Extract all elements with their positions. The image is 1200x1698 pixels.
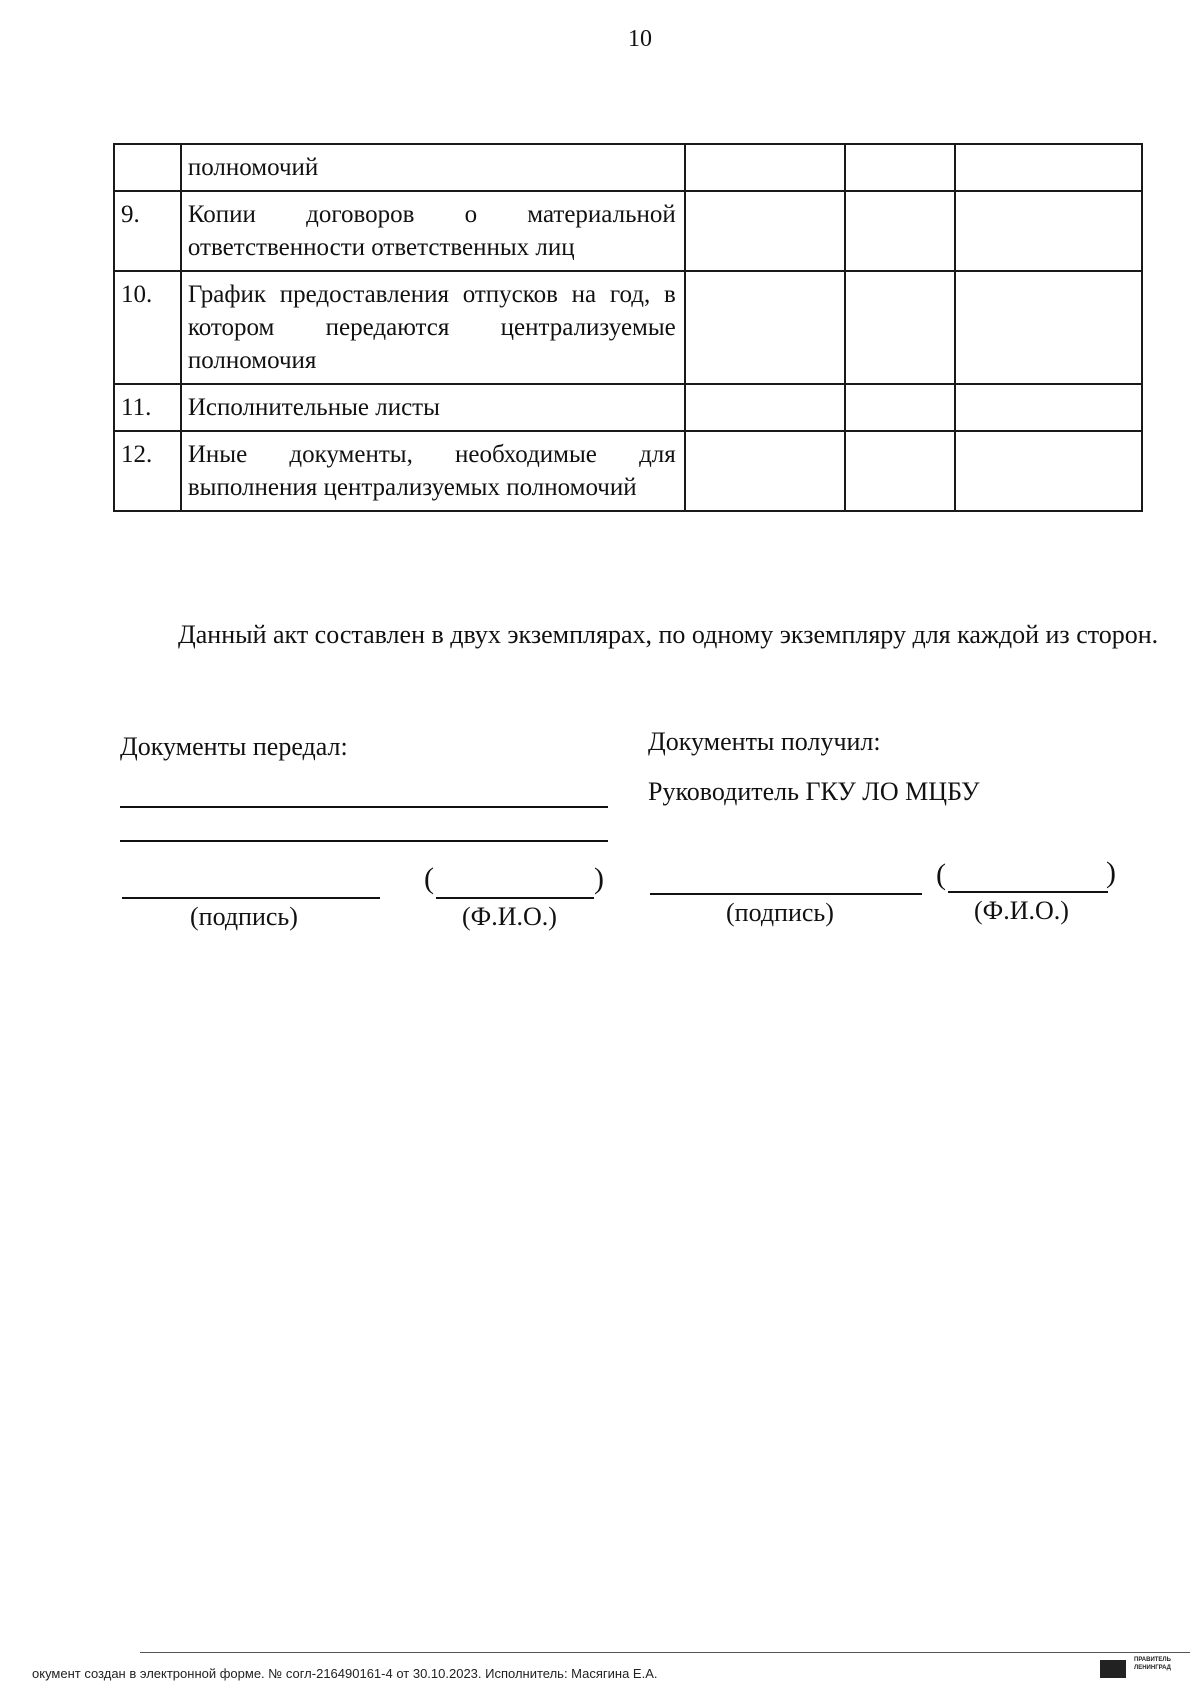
table-row [114, 144, 1142, 191]
government-logo-icon [1100, 1660, 1126, 1678]
left-name-caption: (Ф.И.О.) [462, 902, 557, 931]
row-cell-empty [685, 431, 845, 511]
table-row [114, 431, 1142, 511]
row-number: 12. [114, 431, 181, 511]
handed-over-label: Документы передал: [120, 732, 348, 761]
page-number: 10 [628, 26, 652, 52]
row-document-name: Иные документы, необходимые для выполнения централизуемых полномочий [181, 431, 685, 511]
closing-paragraph: Данный акт составлен в двух экземплярах, по одному экземпляру для каждой из сторон. [178, 620, 1159, 649]
row-number [114, 144, 181, 191]
right-name-line [948, 891, 1108, 893]
row-cell-empty [955, 271, 1142, 384]
left-name-open-paren: ( [424, 862, 434, 895]
row-cell-empty [685, 271, 845, 384]
right-signature-caption: (подпись) [726, 898, 834, 927]
right-signature-line [650, 893, 922, 895]
handed-over-line-1 [120, 806, 608, 808]
row-document-name: Исполнительные листы [181, 384, 685, 431]
left-name-line [436, 897, 594, 899]
table-row [114, 384, 1142, 431]
handed-over-line-2 [120, 840, 608, 842]
row-cell-empty [955, 431, 1142, 511]
right-name-open-paren: ( [936, 858, 946, 891]
row-cell-empty [955, 384, 1142, 431]
logo-text: ПРАВИТЕЛЬ ЛЕНИНГРАД [1134, 1657, 1171, 1671]
table-row [114, 191, 1142, 271]
table-row [114, 271, 1142, 384]
right-name-close-paren: ) [1106, 856, 1116, 889]
row-cell-empty [685, 191, 845, 271]
row-cell-empty [955, 191, 1142, 271]
left-name-close-paren: ) [594, 862, 604, 895]
row-cell-empty [845, 271, 955, 384]
received-label: Документы получил: [648, 727, 881, 756]
row-cell-empty [685, 144, 845, 191]
row-document-name: Копии договоров о материальной ответственности ответственных лиц [181, 191, 685, 271]
row-cell-empty [845, 384, 955, 431]
footer-rule [140, 1652, 1190, 1653]
left-signature-line [122, 897, 380, 899]
row-document-name: График предоставления отпусков на год, в котором передаются централизуемые полномочия [181, 271, 685, 384]
row-cell-empty [955, 144, 1142, 191]
row-number: 10. [114, 271, 181, 384]
row-cell-empty [685, 384, 845, 431]
row-cell-empty [845, 144, 955, 191]
row-cell-empty [845, 191, 955, 271]
footer-text: окумент создан в электронной форме. № согл-216490161-4 от 30.10.2023. Исполнитель: Масягина Е.А. [32, 1666, 658, 1681]
recipient-position: Руководитель ГКУ ЛО МЦБУ [648, 777, 980, 806]
row-document-name: полномочий [181, 144, 685, 191]
row-number: 11. [114, 384, 181, 431]
row-cell-empty [845, 431, 955, 511]
left-signature-caption: (подпись) [190, 902, 298, 931]
documents-table [113, 143, 1143, 512]
right-name-caption: (Ф.И.О.) [974, 896, 1069, 925]
row-number: 9. [114, 191, 181, 271]
